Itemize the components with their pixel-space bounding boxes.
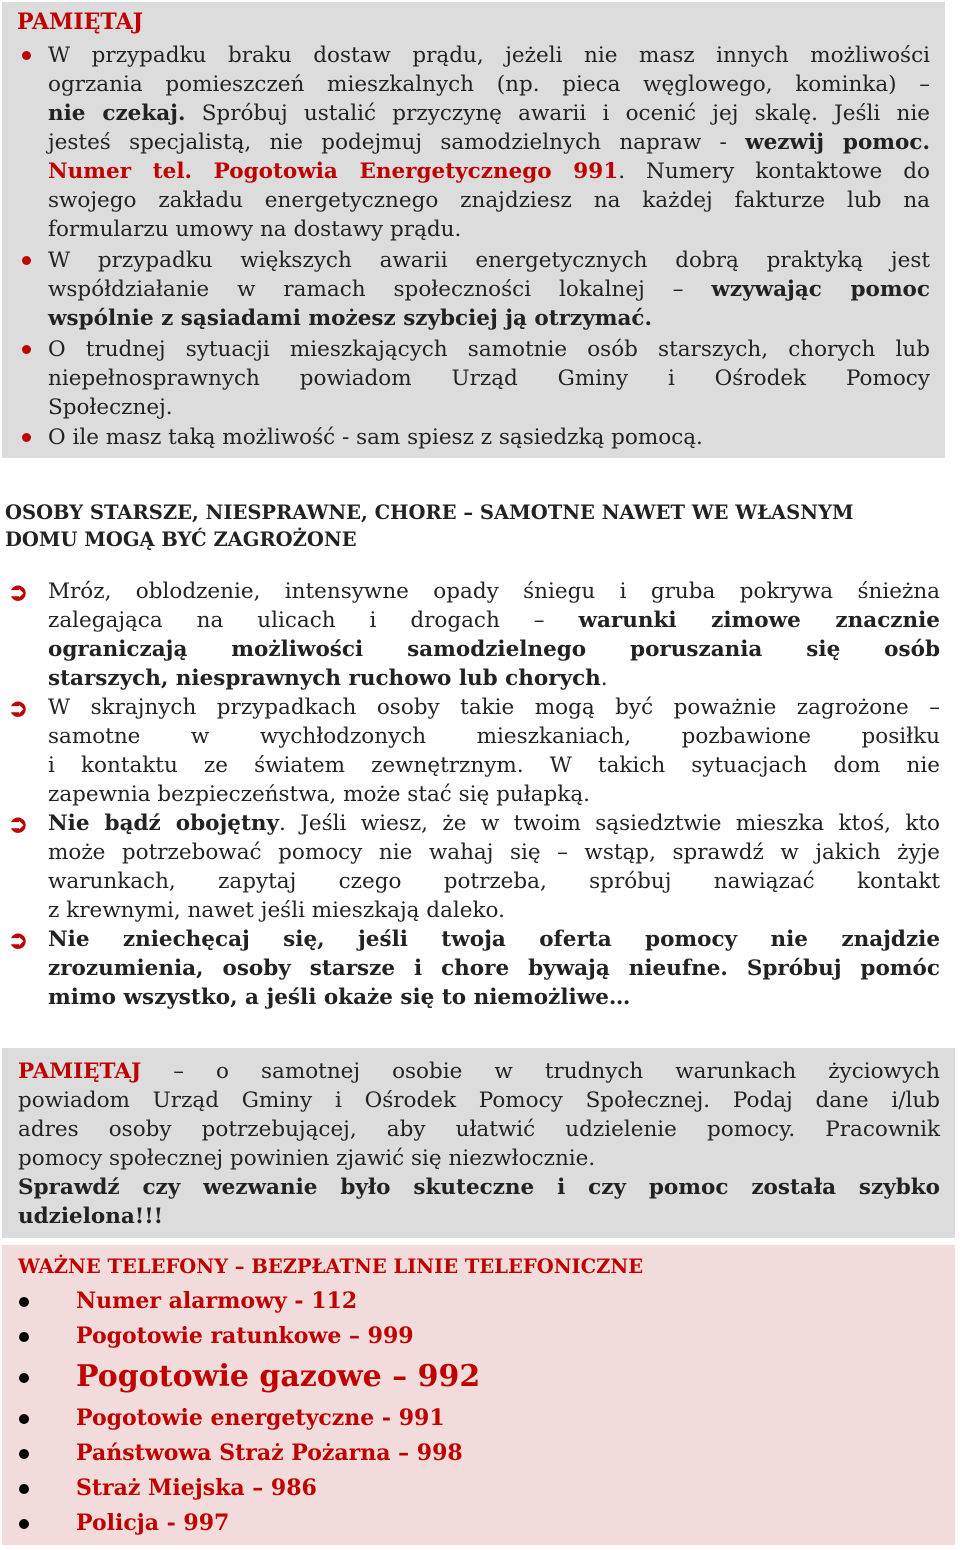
arrow-icon: ➲ xyxy=(8,809,29,838)
phone-item-city-guard: Straż Miejska – 986 xyxy=(76,1475,317,1501)
remember-b1-l4: jesteś specjalistą, nie podejmuj samodzielnych napraw - wezwij pomoc. xyxy=(48,130,930,155)
phone-item-ambulance: Pogotowie ratunkowe – 999 xyxy=(76,1323,414,1349)
remember-b3-l2: niepełnosprawnych powiadom Urząd Gminy i Ośrodek Pomocy xyxy=(48,366,930,391)
bullet-dot xyxy=(19,1484,29,1494)
bullet-dot xyxy=(22,433,31,442)
phone-item-gas: Pogotowie gazowe – 992 xyxy=(76,1359,481,1394)
phone-item-energy: Pogotowie energetyczne - 991 xyxy=(76,1405,445,1431)
remember2-l4: pomocy społecznej powinien zjawić się niezwłocznie. xyxy=(18,1146,596,1171)
remember2-l3: adres osoby potrzebującej, aby ułatwić udzielenie pomocy. Pracownik xyxy=(18,1117,940,1142)
elderly-a4-l1: Nie zniechęcaj się, jeśli twoja oferta pomocy nie znajdzie xyxy=(48,927,940,952)
phone-item-police: Policja - 997 xyxy=(76,1510,230,1536)
remember2-l2: powiadom Urząd Gminy i Ośrodek Pomocy Społecznej. Podaj dane i/lub xyxy=(18,1088,940,1113)
bullet-dot xyxy=(19,1297,29,1307)
elderly-a3-l4: z krewnymi, nawet jeśli mieszkają daleko. xyxy=(48,898,505,923)
elderly-a1-l1: Mróz, oblodzenie, intensywne opady śniegu i gruba pokrywa śnieżna xyxy=(48,579,940,604)
remember-b1-l6: swojego zakładu energetycznego znajdziesz na każdej fakturze lub na xyxy=(48,188,930,213)
elderly-a2-l1: W skrajnych przypadkach osoby takie mogą być poważnie zagrożone – xyxy=(48,695,940,720)
bullet-dot xyxy=(19,1414,29,1424)
remember-b3-l1: O trudnej sytuacji mieszkających samotnie osób starszych, chorych lub xyxy=(48,337,930,362)
bullet-dot xyxy=(19,1373,29,1383)
remember-b2-l2: współdziałanie w ramach społeczności lokalnej – wzywając pomoc xyxy=(48,277,930,302)
remember-title: PAMIĘTAJ xyxy=(17,9,144,35)
bullet-dot xyxy=(22,51,31,60)
elderly-a4-l2: zrozumienia, osoby starsze i chore bywają nieufne. Spróbuj pomóc xyxy=(48,956,940,981)
elderly-a2-l2: samotne w wychłodzonych mieszkaniach, pozbawione posiłku xyxy=(48,724,940,749)
phone-item-fire: Państwowa Straż Pożarna – 998 xyxy=(76,1440,463,1466)
elderly-a2-l4: zapewnia bezpieczeństwa, może stać się pułapką. xyxy=(48,782,590,807)
elderly-a1-l4: starszych, niesprawnych ruchowo lub chorych. xyxy=(48,666,608,691)
phones-heading: WAŻNE TELEFONY – BEZPŁATNE LINIE TELEFONICZNE xyxy=(18,1255,644,1278)
elderly-a1-l2: zalegająca na ulicach i drogach – warunki zimowe znacznie xyxy=(48,608,940,633)
phone-item-alarm: Numer alarmowy - 112 xyxy=(76,1288,358,1314)
elderly-a3-l2: może potrzebować pomocy nie wahaj się – wstąp, sprawdź w jakich żyje xyxy=(48,840,940,865)
bullet-dot xyxy=(19,1519,29,1529)
remember-b1-l2: ogrzania pomieszczeń mieszkalnych (np. pieca węglowego, kominka) – xyxy=(48,72,930,97)
remember-b2-l3: wspólnie z sąsiadami możesz szybciej ją otrzymać. xyxy=(48,306,652,331)
elderly-a3-l3: warunkach, zapytaj czego potrzeba, spróbuj nawiązać kontakt xyxy=(48,869,940,894)
elderly-heading-l1: OSOBY STARSZE, NIESPRAWNE, CHORE – SAMOTNE NAWET WE WŁASNYM xyxy=(5,501,854,524)
bullet-dot xyxy=(22,345,31,354)
remember-b1-l5: Numer tel. Pogotowia Energetycznego 991. Numery kontaktowe do xyxy=(48,159,930,184)
elderly-a3-l1: Nie bądź obojętny. Jeśli wiesz, że w twoim sąsiedztwie mieszka ktoś, kto xyxy=(48,811,940,836)
bullet-dot xyxy=(22,256,31,265)
remember-b1-l1: W przypadku braku dostaw prądu, jeżeli nie masz innych możliwości xyxy=(48,43,930,68)
elderly-heading-l2: DOMU MOGĄ BYĆ ZAGROŻONE xyxy=(5,528,357,551)
elderly-a1-l3: ograniczają możliwości samodzielnego poruszania się osób xyxy=(48,637,940,662)
arrow-icon: ➲ xyxy=(8,693,29,722)
bullet-dot xyxy=(19,1332,29,1342)
remember-b1-l7: formularzu umowy na dostawy prądu. xyxy=(48,217,462,242)
arrow-icon: ➲ xyxy=(8,925,29,954)
arrow-icon: ➲ xyxy=(8,577,29,606)
remember2-l5: Sprawdź czy wezwanie było skuteczne i czy pomoc została szybko xyxy=(18,1175,940,1200)
remember2-l1: PAMIĘTAJ – o samotnej osobie w trudnych warunkach życiowych xyxy=(18,1059,940,1084)
bullet-dot xyxy=(19,1449,29,1459)
remember-b1-l3: nie czekaj. Spróbuj ustalić przyczynę awarii i ocenić jej skalę. Jeśli nie xyxy=(48,101,930,126)
elderly-a4-l3: mimo wszystko, a jeśli okaże się to niemożliwe… xyxy=(48,985,631,1010)
remember-b2-l1: W przypadku większych awarii energetycznych dobrą praktyką jest xyxy=(48,248,930,273)
remember2-l6: udzielona!!! xyxy=(18,1204,164,1229)
elderly-a2-l3: i kontaktu ze światem zewnętrznym. W takich sytuacjach dom nie xyxy=(48,753,940,778)
remember-b4: O ile masz taką możliwość - sam spiesz z sąsiedzką pomocą. xyxy=(48,425,703,450)
remember-b3-l3: Społecznej. xyxy=(48,395,173,420)
